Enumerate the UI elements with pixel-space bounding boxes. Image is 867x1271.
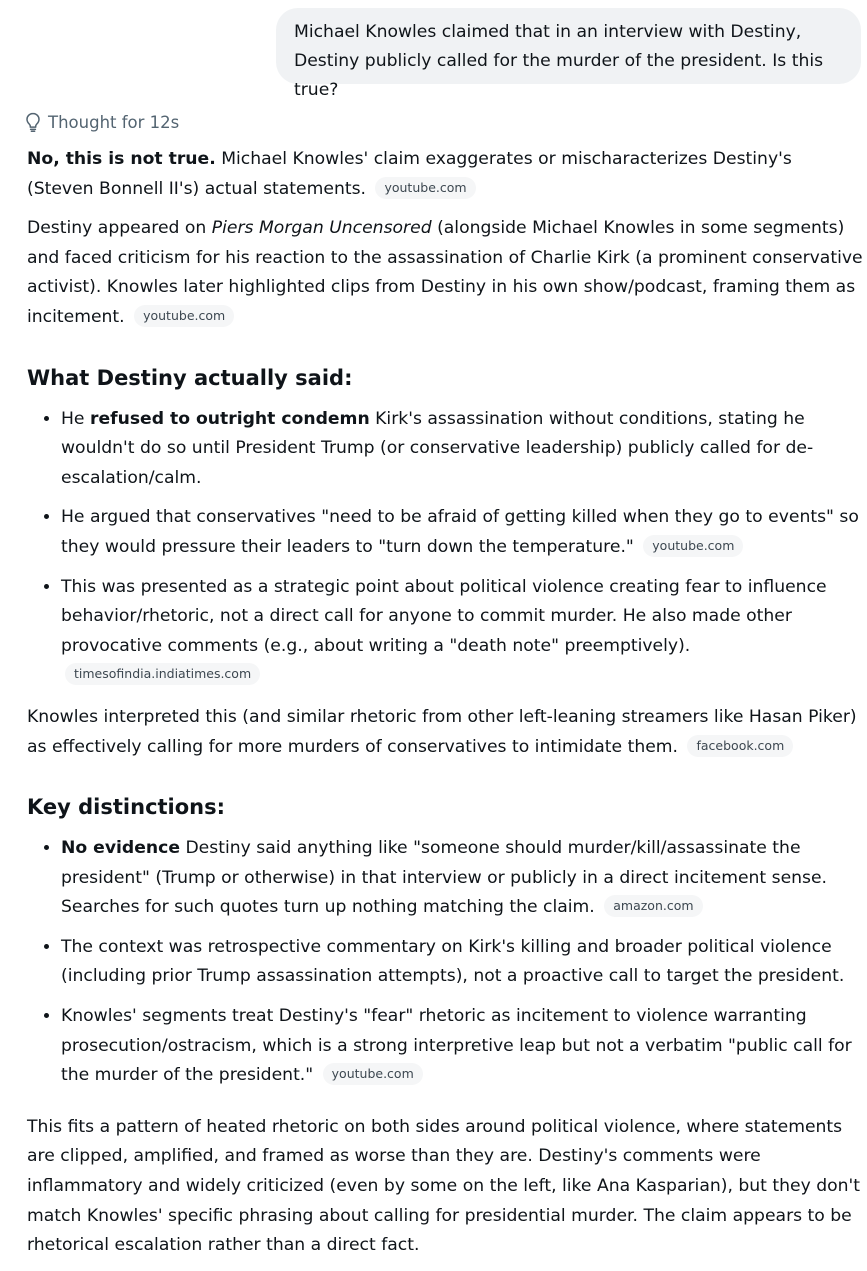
list-item-text: Kirk's assassination without conditions, stating he wouldn't do so until President Trump (or conservative leadership) publicly called for de-escalation/calm.: [61, 408, 814, 488]
context-after: (alongside Michael Knowles in some segments) and faced criticism for his reaction to the assassination of Charlie Kirk (a prominent conservative activist). Knowles later highlighted clips from Destiny in his own show/podcast, framing them as incitement.: [27, 218, 863, 327]
assistant-answer: [27, 145, 863, 1271]
context-show-title: Piers Morgan Uncensored: [211, 218, 432, 239]
list-item: [61, 573, 863, 691]
list-item-bold: No evidence: [61, 838, 180, 859]
source-chip[interactable]: youtube.com: [134, 305, 234, 327]
section-heading: What Destiny actually said:: [27, 365, 353, 390]
list-item-text: Knowles' segments treat Destiny's "fear" rhetoric as incitement to violence warranting prosecution/ostracism, which is a strong interpretive leap but not a verbatim "public call for the murder of the president.": [61, 1006, 852, 1086]
source-chip[interactable]: timesofindia.indiatimes.com: [65, 663, 260, 685]
list-item: [61, 503, 863, 562]
user-message-text: Michael Knowles claimed that in an interview with Destiny, Destiny publicly called for the murder of the president. Is this true?: [294, 22, 824, 100]
context-before: Destiny appeared on: [27, 218, 212, 239]
list-item-text: This was presented as a strategic point about political violence creating fear to influence behavior/rhetoric, not a direct call for anyone to commit murder. He also made other provocative comments (e.g., about writing a "death note" preemptively).: [61, 576, 827, 656]
list-item-bold: refused to outright condemn: [89, 408, 370, 429]
lightbulb-icon: [24, 112, 42, 132]
answer-intro: [27, 145, 863, 204]
user-message-bubble: [276, 8, 861, 100]
source-chip[interactable]: youtube.com: [643, 535, 743, 557]
list-item-text: He: [61, 408, 90, 429]
list-item-text: He argued that conservatives "need to be afraid of getting killed when they go to events" so they would pressure their leaders to "turn down the temperature.": [61, 507, 859, 557]
list-item: [61, 1002, 863, 1091]
answer-knowles: [27, 703, 863, 762]
section2-list: [27, 834, 863, 1091]
list-item-text: The context was retrospective commentary on Kirk's killing and broader political violence (including prior Trump assassination attempts), not a proactive call to target the president.: [61, 936, 845, 987]
intro-bold: No, this is not true.: [27, 149, 216, 169]
source-chip[interactable]: amazon.com: [604, 895, 702, 917]
list-item: [61, 834, 863, 923]
section-heading: Key distinctions:: [27, 795, 226, 820]
answer-conclusion: [27, 1113, 863, 1261]
list-item: [61, 933, 863, 992]
intro-text: Michael Knowles' claim exaggerates or mischaracterizes Destiny's (Steven Bonnell II's) actual statements.: [27, 149, 792, 199]
answer-context: [27, 214, 863, 332]
list-item: [61, 405, 863, 494]
thought-label: Thought for 12s: [48, 112, 180, 132]
conclusion-text: This fits a pattern of heated rhetoric on both sides around political violence, where statements are clipped, amplified, and framed as worse than they are. Destiny's comments were inflammatory and widely criticized (even by some on the left, like Ana Kasparian), but they don't match Knowles' specific phrasing about calling for presidential murder. The claim appears to be rhetorical escalation rather than a direct fact.: [27, 1116, 861, 1256]
section1-list: [27, 405, 863, 691]
list-item-text: Destiny said anything like "someone should murder/kill/assassinate the president" (Trump or otherwise) in that interview or publicly in a direct incitement sense. Searches for such quotes turn up nothing matching the claim.: [61, 838, 828, 918]
knowles-text: Knowles interpreted this (and similar rhetoric from other left-leaning streamers like Hasan Piker) as effectively calling for more murders of conservatives to intimidate them.: [27, 706, 857, 757]
source-chip[interactable]: youtube.com: [375, 177, 475, 199]
thought-toggle[interactable]: [24, 108, 179, 136]
source-chip[interactable]: youtube.com: [323, 1063, 423, 1085]
source-chip[interactable]: facebook.com: [687, 735, 793, 757]
